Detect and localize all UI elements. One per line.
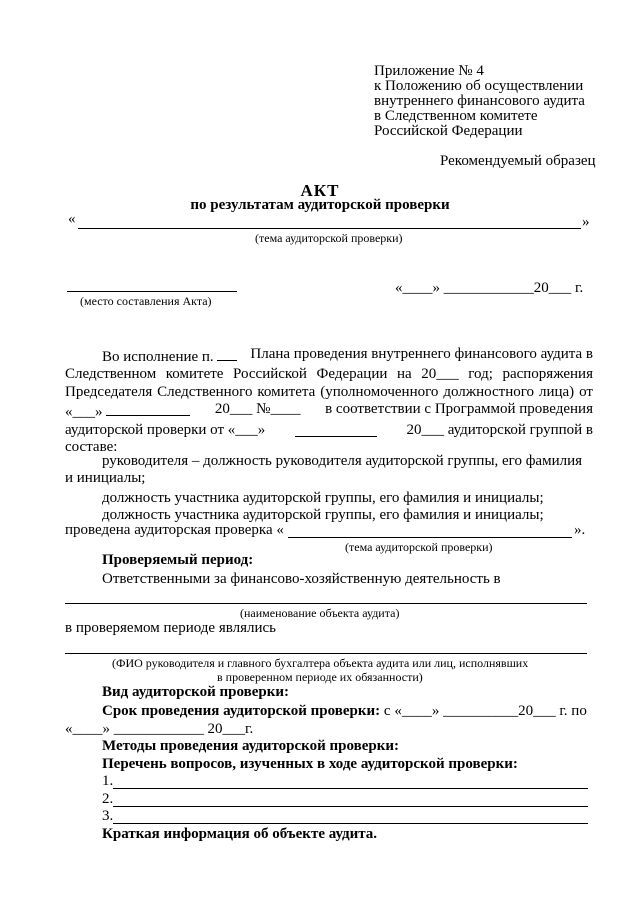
conducted-label: проведена аудиторская проверка « <box>65 522 284 538</box>
topic-underline-2 <box>288 537 572 538</box>
object-caption: (наименование объекта аудита) <box>240 606 400 620</box>
member-line: должность участника аудиторской группы, его фамилия и инициалы; <box>102 489 544 506</box>
para-text: в соответствии с Программой проведения <box>325 401 593 418</box>
place-underline <box>67 291 237 292</box>
term-line <box>102 703 587 720</box>
para-line: Следственном комитете Российской Федерации на 20___ год; распоряжения <box>65 366 593 383</box>
topic-caption: (тема аудиторской проверки) <box>255 231 403 245</box>
para-line <box>65 401 593 421</box>
blank-field <box>295 422 377 437</box>
period-heading: Проверяемый период: <box>102 552 254 568</box>
questions-heading: Перечень вопросов, изученных в ходе аудиторской проверки: <box>102 756 518 772</box>
para-text: аудиторской проверки от «___» <box>65 421 266 438</box>
document-subtitle: по результатам аудиторской проверки <box>190 197 450 213</box>
term-from: с «____» __________20___ г. по <box>383 703 587 719</box>
appendix-block <box>374 64 585 139</box>
object-underline <box>65 603 587 604</box>
member-line: должность участника аудиторской группы, его фамилия и инициалы; <box>102 507 544 524</box>
responsible-text: Ответственными за финансово-хозяйственную деятельность в <box>102 571 501 587</box>
conducted-end: ». <box>574 522 586 538</box>
main-paragraph <box>65 346 593 456</box>
para-text: Во исполнение п. <box>102 349 214 365</box>
appendix-line: внутреннего финансового аудита <box>374 93 585 109</box>
quote-close: » <box>582 214 590 230</box>
fio-caption: в проверенном периоде их обязанности) <box>217 670 423 684</box>
in-period-text: в проверяемом периоде являлись <box>65 620 277 636</box>
place-caption: (место составления Акта) <box>80 294 212 308</box>
document-title: АКТ <box>300 181 340 200</box>
members-block <box>65 453 593 525</box>
para-line <box>65 422 593 439</box>
question-number: 1. <box>102 773 114 789</box>
quote-open: « <box>68 211 76 227</box>
sample-label: Рекомендуемый образец <box>440 153 596 169</box>
blank-field <box>217 346 237 361</box>
question-number: 3. <box>102 808 114 824</box>
term-to: «____» ____________ 20___г. <box>65 721 254 737</box>
question-underline <box>113 788 588 789</box>
topic-underline <box>78 228 581 229</box>
act-date: «____» ____________20___ г. <box>395 280 584 296</box>
methods-heading: Методы проведения аудиторской проверки: <box>102 738 399 754</box>
appendix-line: к Положению об осуществлении <box>374 78 584 94</box>
question-underline <box>113 806 588 807</box>
fio-caption: (ФИО руководителя и главного бухгалтера объекта аудита или лиц, исполнявших <box>112 656 529 670</box>
audit-type-heading: Вид аудиторской проверки: <box>102 684 290 700</box>
blank-field <box>106 401 190 416</box>
question-underline <box>113 823 588 824</box>
brief-info-heading: Краткая информация об объекте аудита. <box>102 826 378 842</box>
appendix-line: Приложение № 4 <box>374 63 484 79</box>
appendix-line: в Следственном комитете <box>374 108 538 124</box>
topic-caption-2: (тема аудиторской проверки) <box>345 540 493 554</box>
question-number: 2. <box>102 791 114 807</box>
leader-line: руководителя – должность руководителя аудиторской группы, его фамилия <box>102 453 583 469</box>
para-text: «___» <box>65 404 103 421</box>
para-text: Плана проведения внутреннего финансового аудита в <box>250 346 593 362</box>
para-text: 20___ аудиторской группой в <box>406 421 593 438</box>
term-label: Срок проведения аудиторской проверки: <box>102 703 381 719</box>
fio-underline <box>65 653 587 654</box>
leader-line-cont: и инициалы; <box>65 470 146 487</box>
para-line: Председателя Следственного комитета (уполномоченного должностного лица) от <box>65 383 593 400</box>
appendix-line: Российской Федерации <box>374 123 523 139</box>
para-line <box>65 346 593 366</box>
para-line: составе: <box>65 439 118 456</box>
para-text: 20___ №____ <box>214 401 301 418</box>
